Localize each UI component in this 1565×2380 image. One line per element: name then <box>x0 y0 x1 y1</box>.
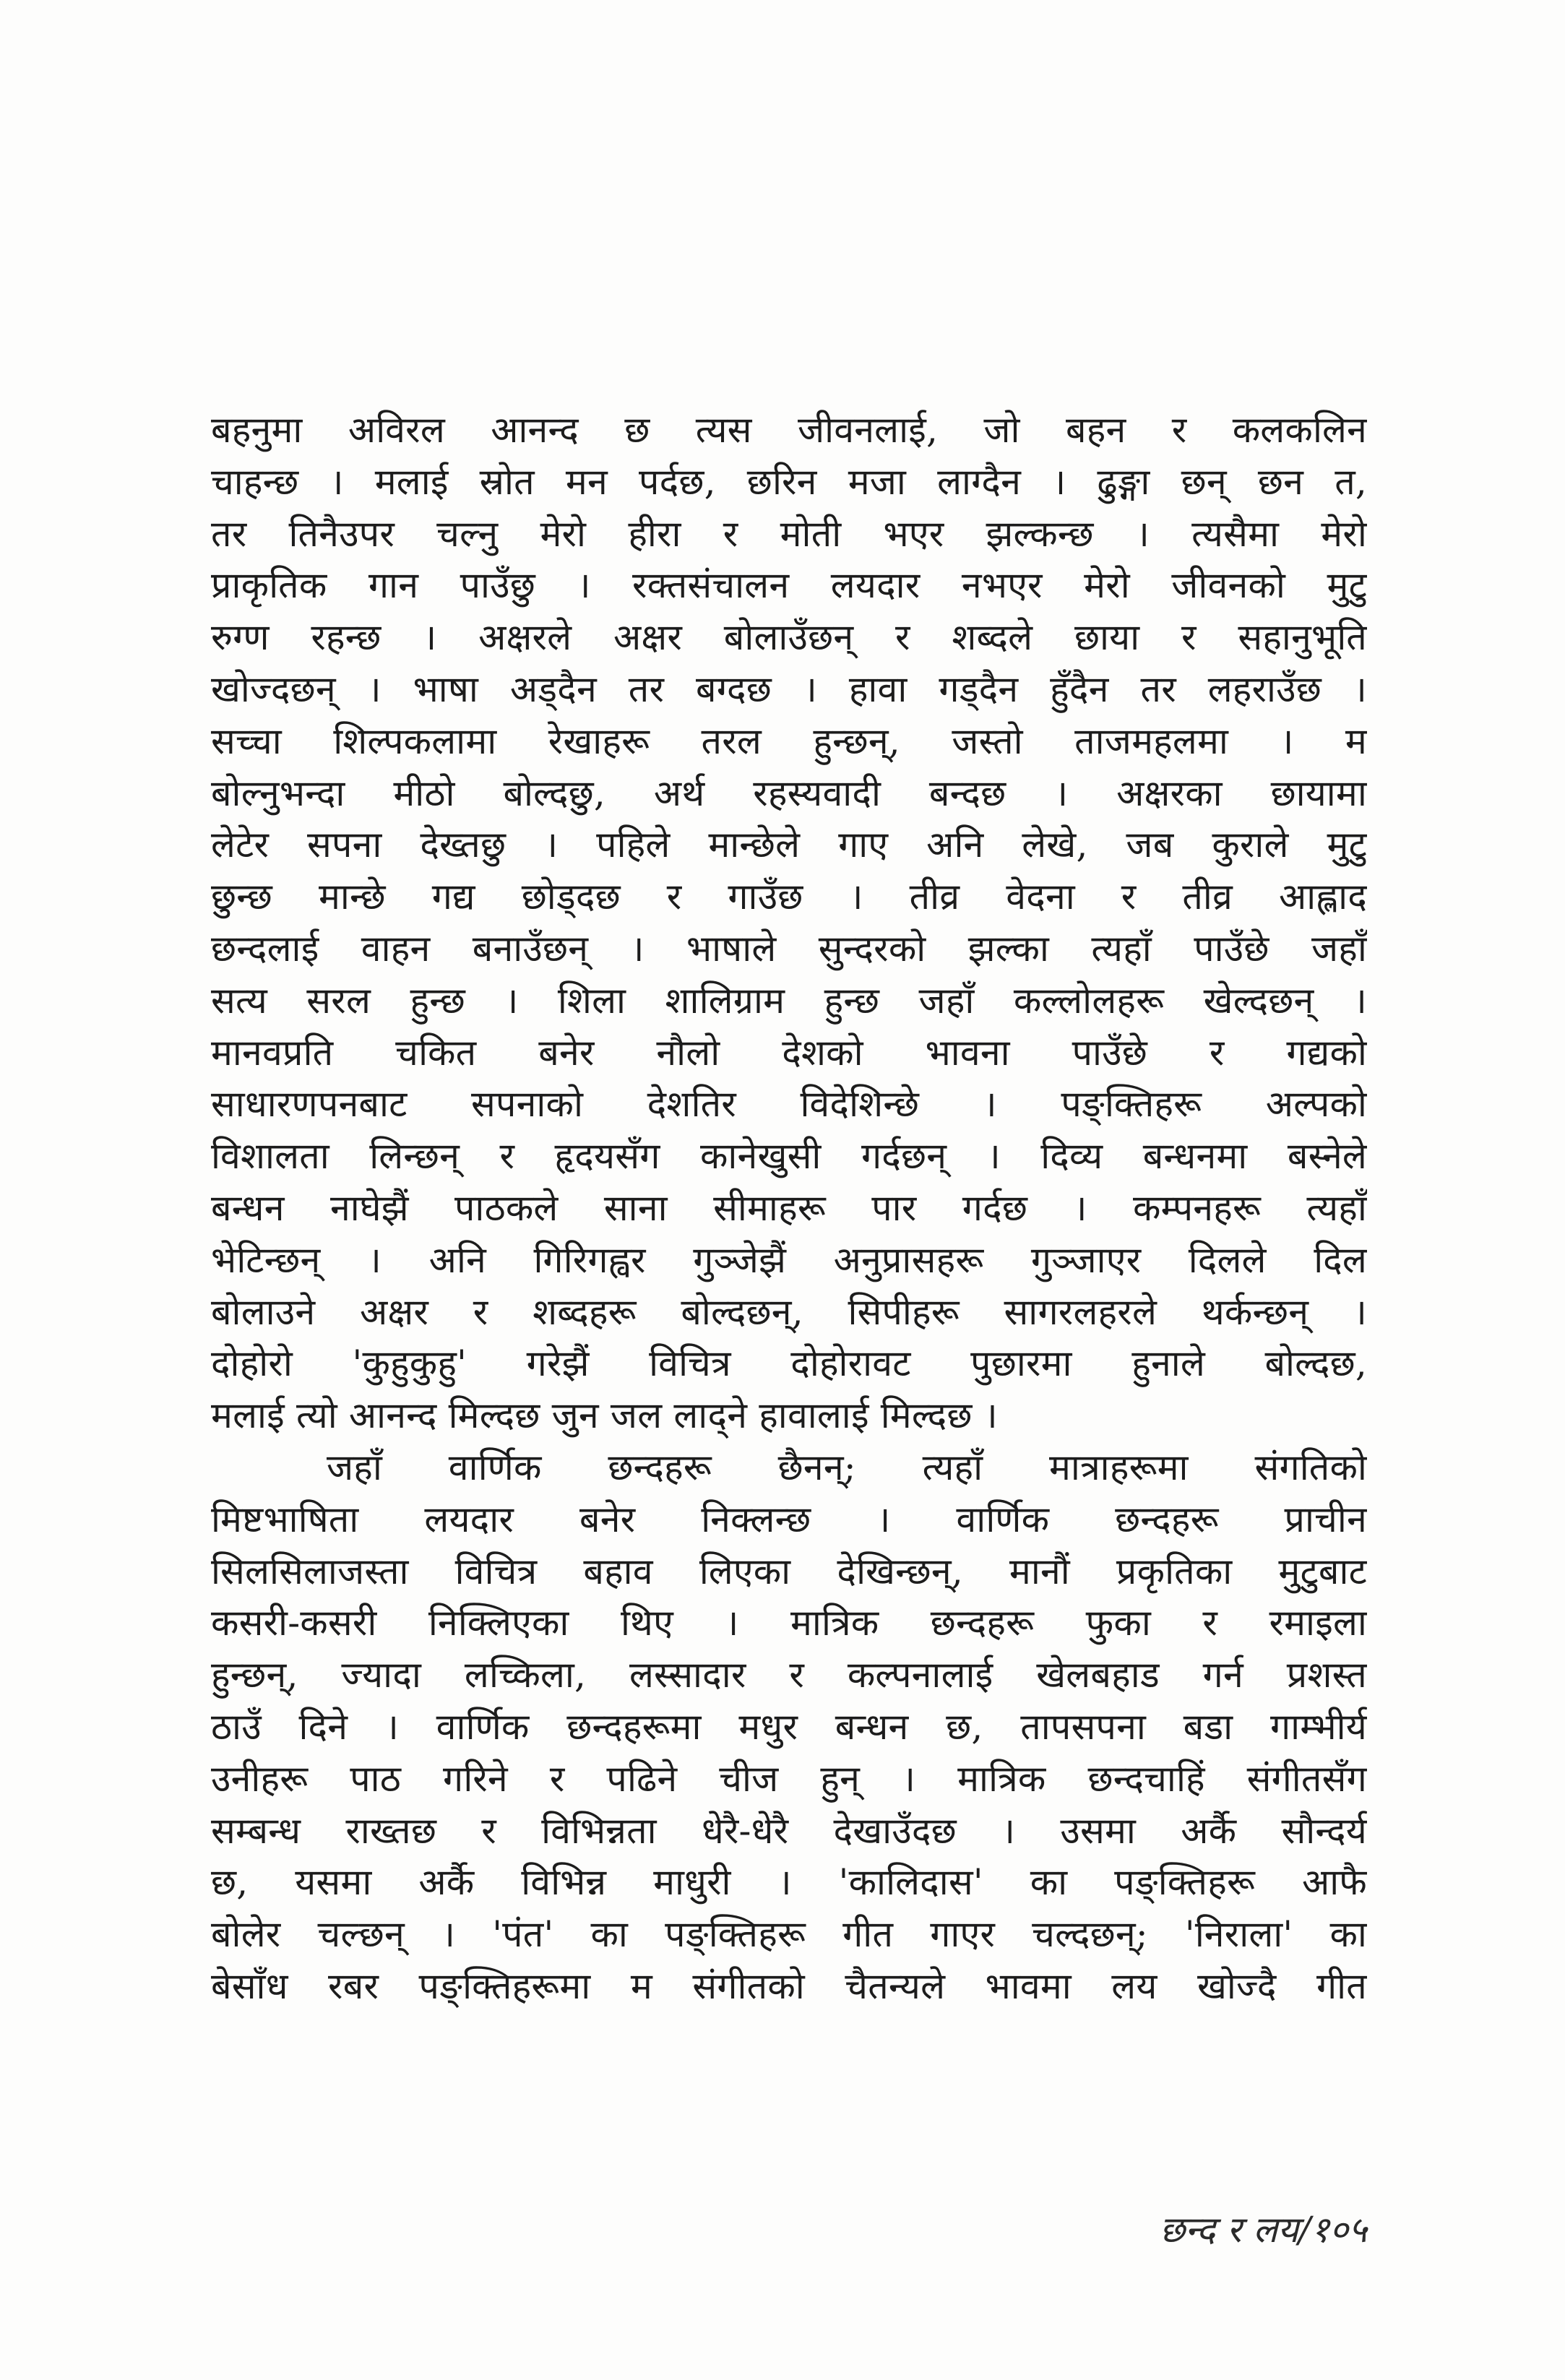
text-line: लेटेर सपना देख्तछु । पहिले मान्छेले गाए अनि लेखे, जब कुराले मुटु <box>211 824 1367 866</box>
text-line: छ, यसमा अर्कै विभिन्न माधुरी । 'कालिदास' का पङ्क्तिहरू आफै <box>211 1861 1367 1904</box>
text-line: ठाउँ दिने । वार्णिक छन्दहरूमा मधुर बन्धन छ, तापसपना बडा गाम्भीर्य <box>211 1705 1367 1748</box>
text-line: दोहोरो 'कुहुकुहु' गरेझैं विचित्र दोहोरावट पुछारमा हुनाले बोल्दछ, <box>211 1342 1367 1385</box>
text-line: बोल्नुभन्दा मीठो बोल्दछु, अर्थ रहस्यवादी बन्दछ । अक्षरका छायामा <box>211 772 1367 814</box>
text-line: सम्बन्ध राख्तछ र विभिन्नता धेरै-धेरै देखाउँदछ । उसमा अर्कै सौन्दर्य <box>211 1809 1367 1852</box>
text-line: तर तिनैउपर चल्नु मेरो हीरा र मोती भएर झल्कन्छ । त्यसैमा मेरो <box>211 512 1367 555</box>
text-line: भेटिन्छन् । अनि गिरिगह्वर गुञ्जेझैं अनुप्रासहरू गुञ्जाएर दिलले दिल <box>211 1238 1367 1281</box>
text-line: बोलाउने अक्षर र शब्दहरू बोल्दछन्, सिपीहरू सागरलहरले थर्कन्छन् । <box>211 1290 1367 1333</box>
text-line: सत्य सरल हुन्छ । शिला शालिग्राम हुन्छ जहाँ कल्लोलहरू खेल्दछन् । <box>211 979 1367 1022</box>
text-line: बोलेर चल्छन् । 'पंत' का पङ्क्तिहरू गीत गाएर चल्दछन्; 'निराला' का <box>211 1913 1367 1956</box>
text-line: रुग्ण रहन्छ । अक्षरले अक्षर बोलाउँछन् र शब्दले छाया र सहानुभूति <box>211 616 1367 659</box>
text-line: कसरी-कसरी निक्लिएका थिए । मात्रिक छन्दहरू फुका र रमाइला <box>211 1602 1367 1644</box>
text-line: छन्दलाई वाहन बनाउँछन् । भाषाले सुन्दरको झल्का त्यहाँ पाउँछे जहाँ <box>211 927 1367 970</box>
text-line: प्राकृतिक गान पाउँछु । रक्तसंचालन लयदार नभएर मेरो जीवनको मुटु <box>211 564 1367 607</box>
text-line: जहाँ वार्णिक छन्दहरू छैनन्; त्यहाँ मात्राहरूमा संगतिको <box>327 1446 1367 1488</box>
text-line: सिलसिलाजस्ता विचित्र बहाव लिएका देखिन्छन्, मानौं प्रकृतिका मुटुबाट <box>211 1550 1367 1592</box>
text-line: मिष्टभाषिता लयदार बनेर निक्लन्छ । वार्णिक छन्दहरू प्राचीन <box>211 1498 1367 1540</box>
text-line: साधारणपनबाट सपनाको देशतिर विदेशिन्छे । पङ्क्तिहरू अल्पको <box>211 1083 1367 1126</box>
text-line: बन्धन नाघेझैं पाठकले साना सीमाहरू पार गर्दछ । कम्पनहरू त्यहाँ <box>211 1186 1367 1229</box>
text-line: चाहन्छ । मलाई स्रोत मन पर्दछ, छरिन मजा लाग्दैन । ढुङ्गा छन् छन त, <box>211 460 1367 503</box>
text-line: हुन्छन्, ज्यादा लच्किला, लस्सादार र कल्पनालाई खेलबहाड गर्न प्रशस्त <box>211 1654 1367 1696</box>
text-line: मलाई त्यो आनन्द मिल्दछ जुन जल लाद्ने हावालाई मिल्दछ । <box>211 1394 998 1437</box>
text-line: बहनुमा अविरल आनन्द छ त्यस जीवनलाई, जो बहन र कलकलिन <box>211 409 1367 451</box>
page-footer-running-head: छन्द र लय/१०५ <box>1159 2209 1367 2251</box>
text-line: उनीहरू पाठ गरिने र पढिने चीज हुन् । मात्रिक छन्दचाहिं संगीतसँग <box>211 1757 1367 1800</box>
text-line: खोज्दछन् । भाषा अड्दैन तर बग्दछ । हावा गड्दैन हुँदैन तर लहराउँछ । <box>211 668 1367 710</box>
text-line: मानवप्रति चकित बनेर नौलो देशको भावना पाउँछे र गद्यको <box>211 1031 1367 1074</box>
text-line: विशालता लिन्छन् र हृदयसँग कानेखुसी गर्दछन् । दिव्य बन्धनमा बस्नेले <box>211 1135 1367 1178</box>
text-line: छुन्छ मान्छे गद्य छोड्दछ र गाउँछ । तीव्र वेदना र तीव्र आह्लाद <box>211 876 1367 918</box>
body-text <box>211 405 1367 2013</box>
text-line: बेसाँध रबर पङ्क्तिहरूमा म संगीतको चैतन्यले भावमा लय खोज्दै गीत <box>211 1965 1367 2007</box>
text-line: सच्चा शिल्पकलामा रेखाहरू तरल हुन्छन्, जस्तो ताजमहलमा । म <box>211 720 1367 762</box>
